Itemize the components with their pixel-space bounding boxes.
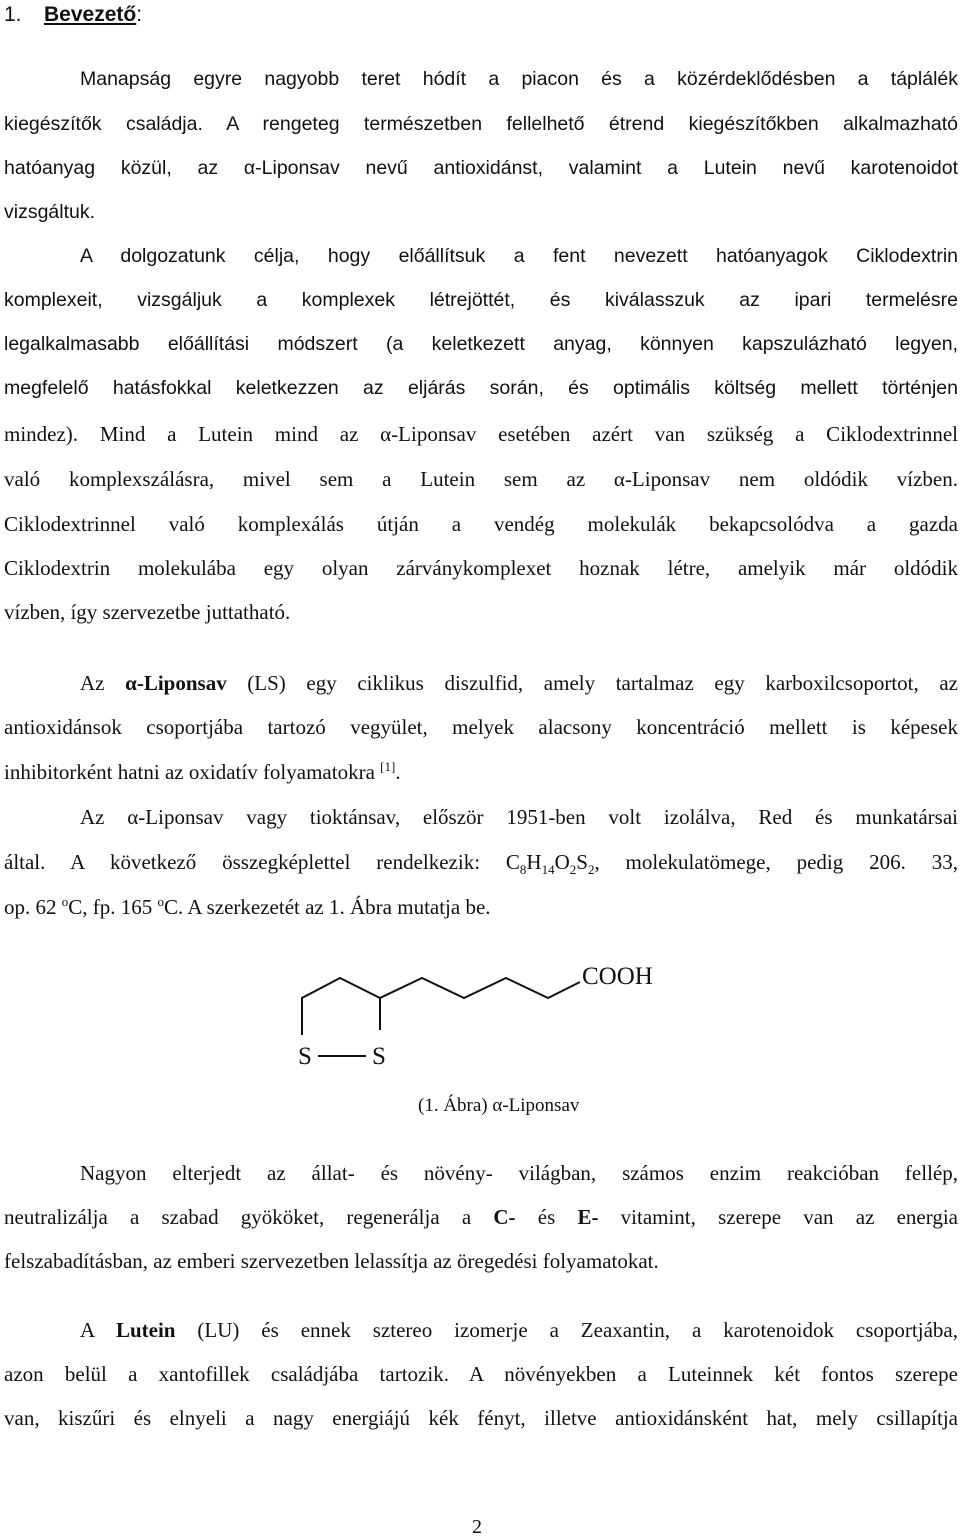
liponsav-bold: α-Liponsav: [125, 671, 227, 695]
lutein-bold: Lutein: [115, 1318, 176, 1342]
reference-1: [1]: [380, 759, 396, 774]
p5-line-1: Nagyon elterjedt az állat- és növény- világban, számos enzim reakcióban fellép,: [80, 1161, 958, 1185]
p2-line-5: mindez). Mind a Lutein mind az α-Liponsav esetében azért van szükség a Ciklodextrinnel: [4, 422, 958, 446]
section-number: 1.: [4, 3, 22, 26]
p5-line-2: [4, 1204, 958, 1230]
p1-line-4: vizsgáltuk.: [4, 201, 96, 223]
p6-line-3: van, kiszűri és elnyeli a nagy energiájú kék fényt, illetve antioxidánsként hat, mely csillapítja: [4, 1406, 958, 1430]
h-subscript: 14: [541, 862, 555, 878]
p2-line-7: Ciklodextrinnel való komplexálás útján a vendég molekulák bekapcsolódva a gazda: [4, 512, 958, 536]
p5-l2-mid: és: [515, 1205, 578, 1229]
c-subscript: 8: [519, 862, 527, 878]
p4-l3-c: C. A szerkezetét az 1. Ábra mutatja be.: [164, 895, 491, 919]
s-subscript: 2: [587, 862, 595, 878]
p4-l2-pre: által. A következő összegképlettel rendelkezik: C: [4, 850, 520, 874]
p3-l3-post: .: [395, 760, 401, 784]
structure-bonds: [302, 978, 580, 1056]
p4-line-3: [4, 894, 958, 920]
p6-line-1: [80, 1317, 958, 1343]
p4-l3-a: op. 62: [4, 895, 62, 919]
p5-line-3: felszabadításban, az emberi szervezetben lelassítja az öregedési folyamatokat.: [4, 1249, 659, 1273]
p6-l1-pre: A: [80, 1318, 116, 1342]
p3-l1-pre: Az: [80, 671, 126, 695]
p3-l1-post: (LS) egy ciklikus diszulfid, amely tartalmaz egy karboxilcsoportot, az: [226, 671, 958, 695]
p2-line-2: komplexeit, vizsgáljuk a komplexek létrejöttét, és kiválasszuk az ipari termelésre: [4, 289, 958, 311]
p1-line-3: hatóanyag közül, az α-Liponsav nevű antioxidánst, valamint a Lutein nevű karotenoidot: [4, 157, 958, 179]
figure-caption: (1. Ábra) α-Liponsav: [418, 1095, 580, 1116]
p2-line-8: Ciklodextrin molekulába egy olyan zárványkomplexet hoznak létre, amelyik már oldódik: [4, 556, 958, 580]
page-number: 2: [472, 1516, 482, 1538]
degree-2: o: [157, 894, 164, 909]
p4-l3-b: C, fp. 165: [68, 895, 158, 919]
c-vitamin-bold: C-: [493, 1205, 516, 1229]
p5-l2-post: vitamint, szerepe van az energia: [598, 1205, 958, 1229]
sulfur-1: S: [298, 1043, 312, 1070]
e-vitamin-bold: E-: [577, 1205, 599, 1229]
o-subscript: 2: [569, 862, 577, 878]
section-title: Bevezető: [44, 3, 137, 26]
side-chain-bonds: [380, 978, 580, 998]
p4-line-2: [4, 849, 958, 878]
p3-line-2: antioxidánsok csoportjába tartozó vegyület, melyek alacsony koncentráció mellett is képesek: [4, 715, 958, 739]
ring-bonds: [302, 978, 380, 1035]
p2-line-4: megfelelő hatásfokkal keletkezzen az eljárás során, és optimális költség mellett történjen: [4, 377, 958, 399]
sulfur-2: S: [372, 1043, 386, 1070]
section-colon: :: [136, 3, 143, 26]
p2-line-6: való komplexszálásra, mivel sem a Lutein sem az α-Liponsav nem oldódik vízben.: [4, 467, 958, 491]
p2-line-1: A dolgozatunk célja, hogy előállítsuk a fent nevezett hatóanyagok Ciklodextrin: [80, 245, 958, 267]
degree-1: o: [61, 894, 69, 909]
formula-h: H: [526, 850, 542, 874]
p1-line-1: Manapság egyre nagyobb teret hódít a piacon és a közérdeklődésben a táplálék: [80, 68, 958, 90]
p2-line-9: vízben, így szervezetbe juttatható.: [4, 600, 291, 624]
formula-s: S: [576, 850, 588, 874]
liponsav-structure-diagram: [270, 950, 710, 1090]
section-heading: [4, 2, 142, 28]
p3-l3-pre: inhibitorként hatni az oxidatív folyamatokra: [4, 760, 381, 784]
p3-line-1: [80, 670, 958, 696]
cooh-group: COOH: [582, 963, 653, 990]
p4-line-1: Az α-Liponsav vagy tioktánsav, először 1951-ben volt izolálva, Red és munkatársai: [80, 805, 958, 829]
p5-l2-pre: neutralizálja a szabad gyököket, regenerálja a: [4, 1205, 494, 1229]
formula-o: O: [554, 850, 570, 874]
p6-l1-post: (LU) és ennek sztereo izomerje a Zeaxantin, a karotenoidok csoportjába,: [175, 1318, 958, 1342]
p4-l2-post: , molekulatömege, pedig 206. 33,: [594, 850, 958, 874]
p6-line-2: azon belül a xantofillek családjába tartozik. A növényekben a Luteinnek két fontos szerepe: [4, 1362, 958, 1386]
p2-line-3: legalkalmasabb előállítási módszert (a keletkezett anyag, könnyen kapszulázható legyen,: [4, 333, 958, 355]
p3-line-3: [4, 759, 958, 785]
p1-line-2: kiegészítők családja. A rengeteg természetben fellelhető étrend kiegészítőkben alkalmazható: [4, 113, 958, 135]
